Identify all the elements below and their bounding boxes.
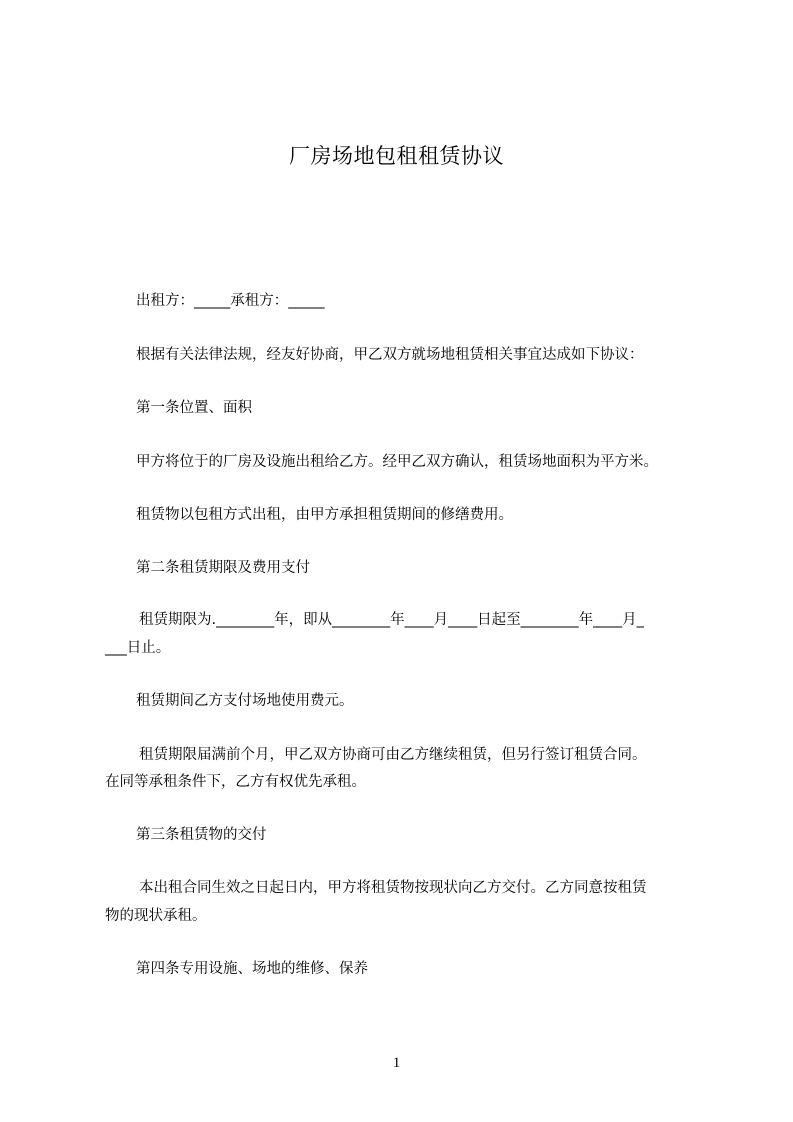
article-2-renewal-line-1: 租赁期限届满前个月，甲乙双方协商可由乙方继续租赁，但另行签订租赁合同。 (139, 747, 647, 763)
page-number: 1 (392, 1055, 401, 1071)
article-1-heading: 第一条位置、面积 (136, 400, 252, 416)
article-2-renewal-line-2: 在同等承租条件下，乙方有权优先承租。 (105, 774, 366, 790)
article-2-term-line-2: ___日止。 (105, 640, 171, 656)
article-4-heading: 第四条专用设施、场地的维修、保养 (136, 961, 368, 977)
article-2-heading: 第二条租赁期限及费用支付 (136, 560, 310, 576)
article-1-paragraph-1: 甲方将位于的厂房及设施出租给乙方。经甲乙双方确认，租赁场地面积为平方米。 (136, 454, 658, 470)
article-3-heading: 第三条租赁物的交付 (136, 827, 267, 843)
article-3-paragraph-line-1: 本出租合同生效之日起日内，甲方将租赁物按现状向乙方交付。乙方同意按租赁 (139, 880, 647, 896)
preamble-paragraph: 根据有关法律法规，经友好协商，甲乙双方就场地租赁相关事宜达成如下协议： (136, 347, 644, 363)
article-2-term-line-1: 租赁期限为.________年，即从________年____月____日起至________年____月_ (139, 612, 644, 628)
parties-line: 出租方：_____承租方：_____ (136, 293, 325, 309)
article-2-fee-paragraph: 租赁期间乙方支付场地使用费元。 (136, 693, 354, 709)
article-1-paragraph-2: 租赁物以包租方式出租，由甲方承担租赁期间的修缮费用。 (136, 507, 513, 523)
article-3-paragraph-line-2: 物的现状承租。 (105, 908, 207, 924)
document-title: 厂房场地包租租赁协议 (289, 144, 504, 168)
